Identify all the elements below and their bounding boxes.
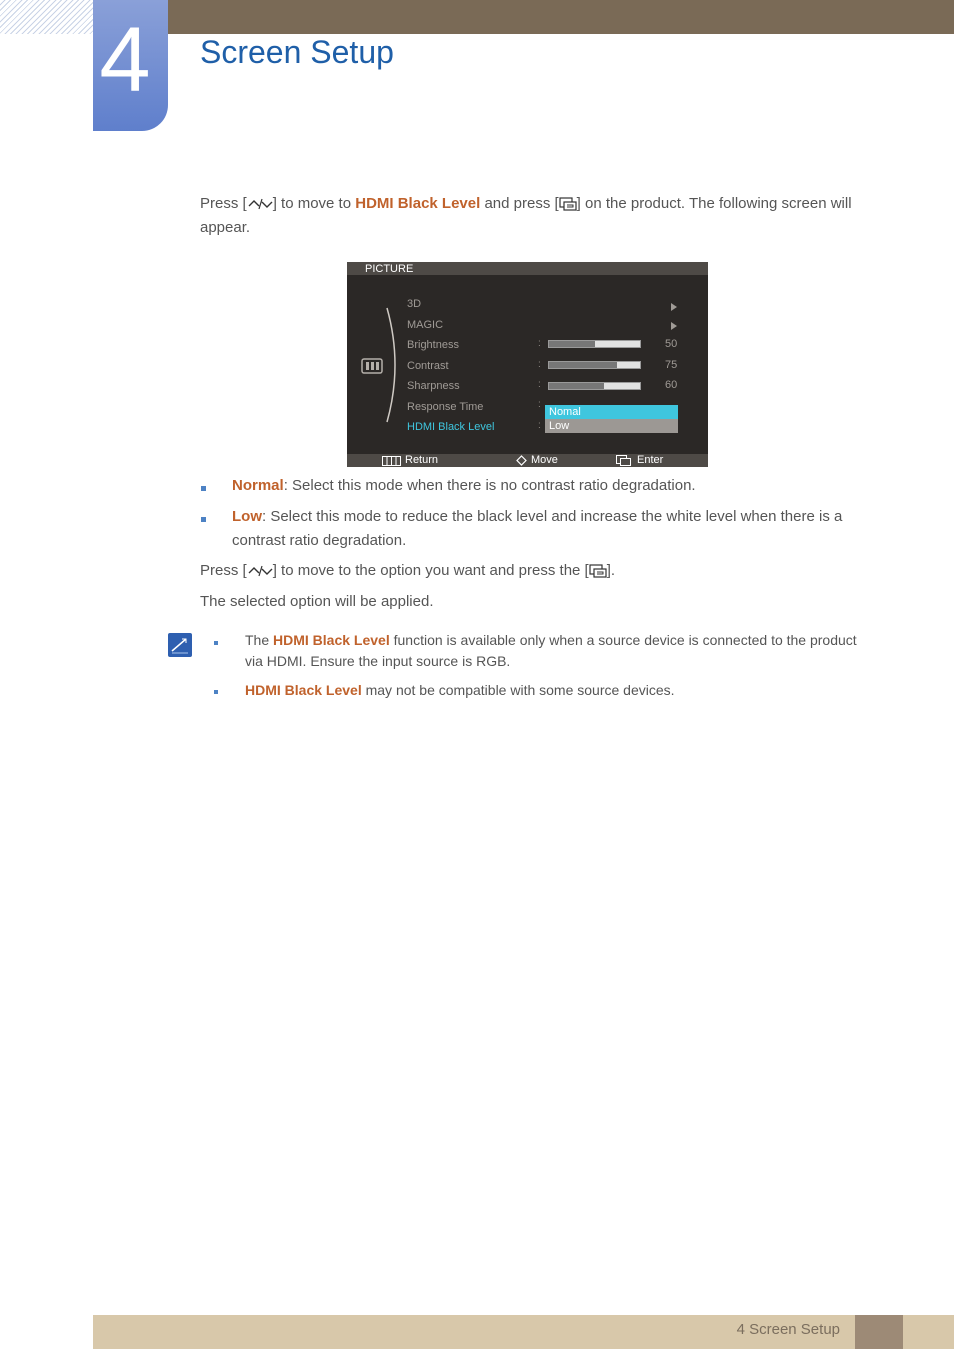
bullet-icon xyxy=(201,486,206,491)
bullet-normal xyxy=(232,474,882,498)
up-down-key-icon xyxy=(247,197,273,211)
move-icon xyxy=(516,455,527,466)
menu-curve xyxy=(385,306,399,424)
osd-footer xyxy=(347,454,708,467)
bullet-icon xyxy=(214,641,218,645)
contrast-value: 75 xyxy=(665,359,678,371)
osd-header xyxy=(347,262,708,275)
note-hdmi-availability xyxy=(245,630,875,672)
intro-text: ] to move to xyxy=(272,195,356,212)
hdmi-black-level-term: HDMI Black Level xyxy=(245,682,362,698)
menu-item-brightness[interactable]: Brightness xyxy=(407,339,459,351)
chapter-title: Screen Setup xyxy=(200,34,394,70)
picture-menu-icon xyxy=(361,358,383,374)
note-icon xyxy=(168,633,192,657)
note-text: function is available only when a source device is connected to the product via HDMI. Ensure the input source is RGB. xyxy=(245,632,857,669)
menu-item-3d[interactable]: 3D xyxy=(407,298,422,310)
press-text: ] to move to the option you want and press the [ xyxy=(272,562,589,579)
menu-item-contrast[interactable]: Contrast xyxy=(407,360,449,372)
intro-text: Press [ xyxy=(200,195,247,212)
menu-item-sharpness[interactable]: Sharpness xyxy=(407,380,460,392)
footer-enter[interactable]: Enter xyxy=(637,454,664,466)
footer-page-box xyxy=(855,1315,903,1349)
sharpness-slider[interactable] xyxy=(548,382,641,390)
footer-move[interactable]: Move xyxy=(531,454,558,466)
osd-picture-menu: PICTURE 3D MAGIC Brightness : 50 Contrast : 75 Sharpness : 60 Response Time : HDMI Black Level : Nomal Low Return Move Enter xyxy=(347,262,708,467)
applied-paragraph: The selected option will be applied. xyxy=(200,593,434,610)
footer-return[interactable]: Return xyxy=(405,454,439,466)
header-hatch xyxy=(0,0,93,34)
enter-icon xyxy=(616,455,632,466)
option-low[interactable]: Low xyxy=(545,419,678,433)
press-text: Press [ xyxy=(200,562,247,579)
low-term: Low xyxy=(232,508,262,525)
menu-item-hdmi-black-level[interactable]: HDMI Black Level xyxy=(407,421,495,433)
up-down-key-icon xyxy=(247,564,273,578)
chapter-number: 4 xyxy=(99,9,151,111)
menu-item-response-time[interactable]: Response Time xyxy=(407,401,484,413)
hdmi-black-level-term: HDMI Black Level xyxy=(355,195,481,212)
enter-key-icon xyxy=(589,563,607,578)
note-text: may not be compatible with some source devices. xyxy=(361,682,675,698)
osd-title: PICTURE xyxy=(365,263,414,275)
sharpness-slider-fill xyxy=(549,383,604,389)
intro-paragraph xyxy=(200,192,890,240)
contrast-slider[interactable] xyxy=(548,361,641,369)
footer-label: 4 Screen Setup xyxy=(736,1321,840,1338)
bullet-text: : Select this mode when there is no contrast ratio degradation. xyxy=(283,477,696,494)
note-hdmi-compatibility xyxy=(245,680,875,701)
press-text: ]. xyxy=(606,562,616,579)
bullet-icon xyxy=(214,690,218,694)
submenu-arrow-icon xyxy=(671,322,677,330)
menu-item-magic[interactable]: MAGIC xyxy=(407,319,444,331)
intro-text: ] on the product. The following screen will appear. xyxy=(200,195,852,236)
bullet-icon xyxy=(201,517,206,522)
sharpness-value: 60 xyxy=(665,379,678,391)
header-bar xyxy=(168,0,954,34)
brightness-value: 50 xyxy=(665,338,678,350)
return-icon xyxy=(382,456,401,466)
contrast-slider-fill xyxy=(549,362,617,368)
enter-key-icon xyxy=(559,196,577,211)
submenu-arrow-icon xyxy=(671,303,677,311)
brightness-slider-fill xyxy=(549,341,595,347)
note-text: The xyxy=(245,632,274,648)
page-footer xyxy=(93,1315,954,1349)
option-normal[interactable]: Nomal xyxy=(545,405,678,419)
bullet-text: : Select this mode to reduce the black level and increase the white level when there is a contrast ratio degradation. xyxy=(232,508,843,549)
bullet-low xyxy=(232,505,882,553)
hdmi-black-level-term: HDMI Black Level xyxy=(273,632,390,648)
brightness-slider[interactable] xyxy=(548,340,641,348)
intro-text: and press [ xyxy=(480,195,559,212)
press-paragraph xyxy=(200,559,890,583)
chapter-tab xyxy=(93,0,168,131)
normal-term: Normal xyxy=(232,477,284,494)
